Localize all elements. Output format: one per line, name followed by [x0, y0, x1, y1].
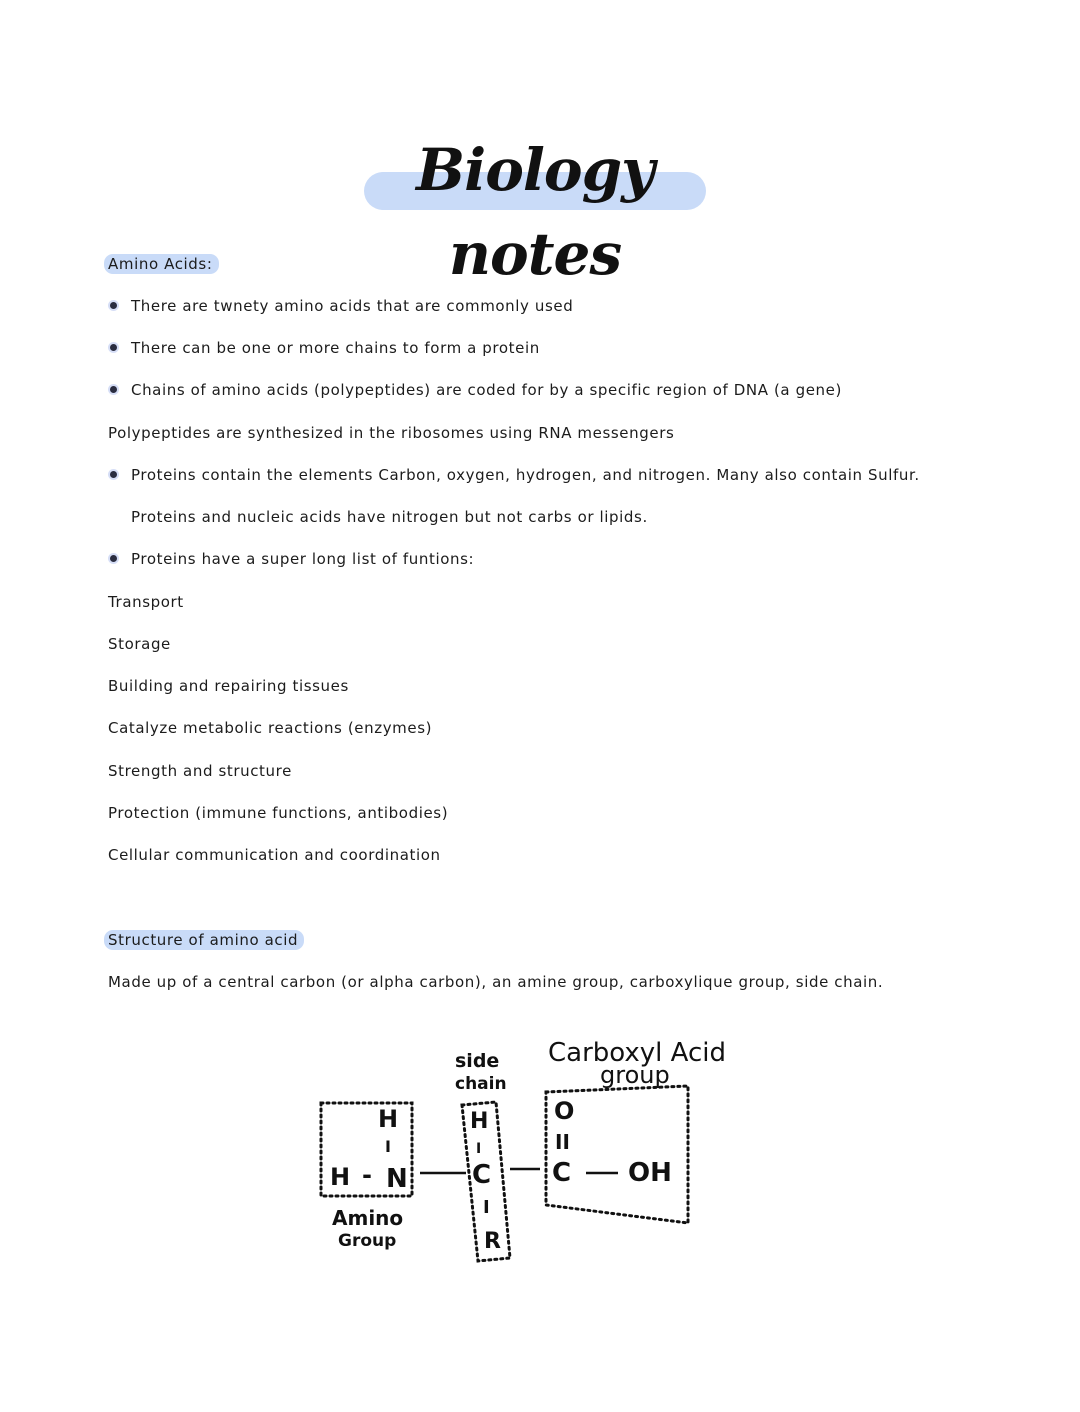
heading-highlight: Structure of amino acid: [104, 930, 304, 950]
bullet-icon: [110, 471, 117, 478]
carboxyl-O: O: [554, 1097, 575, 1125]
alpha-bond-bottom: I: [483, 1197, 490, 1218]
carboxyl-C: C: [552, 1158, 572, 1188]
bullet-icon: [110, 344, 117, 351]
carboxyl-label-line2: group: [600, 1061, 670, 1089]
bullet-item: [108, 465, 920, 485]
alpha-bond-top: I: [476, 1141, 482, 1157]
page-title: Biology notes: [416, 136, 654, 288]
function-item: Transport: [108, 593, 184, 611]
function-item: Building and repairing tissues: [108, 677, 349, 695]
function-item: Strength and structure: [108, 762, 292, 780]
amino-H-left: H: [330, 1163, 351, 1191]
side-chain-label-line2: chain: [455, 1074, 507, 1094]
amino-acid-structure-diagram: [310, 1015, 730, 1270]
section-heading-structure: [108, 930, 304, 950]
bullet-text: Proteins have a super long list of funtions:: [131, 550, 475, 568]
bullet-item: [108, 380, 842, 400]
function-item: Cellular communication and coordination: [108, 846, 441, 864]
side-chain-label-line1: side: [455, 1050, 500, 1072]
function-item: Storage: [108, 635, 171, 653]
structure-description: Made up of a central carbon (or alpha carbon), an amine group, carboxylique group, side chain.: [108, 973, 884, 991]
bullet-icon: [110, 555, 117, 562]
bullet-item: [108, 549, 474, 569]
note-text: Polypeptides are synthesized in the ribosomes using RNA messengers: [108, 424, 675, 442]
carboxyl-OH: OH: [628, 1158, 672, 1188]
bullet-icon: [110, 302, 117, 309]
amino-label-line2: Group: [338, 1231, 397, 1251]
heading-highlight: Amino Acids:: [104, 254, 219, 274]
bullet-icon: [110, 386, 117, 393]
page-title-block: [362, 128, 708, 288]
section-heading-amino-acids: [108, 254, 219, 274]
function-item: Catalyze metabolic reactions (enzymes): [108, 719, 433, 737]
amino-label-line1: Amino: [332, 1206, 404, 1230]
amino-N: N: [386, 1164, 408, 1194]
amino-H-top: H: [378, 1105, 399, 1133]
bullet-text: Proteins contain the elements Carbon, oxygen, hydrogen, and nitrogen. Many also contain Sulfur.: [131, 466, 920, 484]
bullet-item: [108, 296, 573, 316]
carboxyl-label-line1: Carboxyl Acid: [548, 1038, 727, 1068]
function-item: Protection (immune functions, antibodies): [108, 804, 449, 822]
alpha-R: R: [484, 1229, 501, 1254]
bullet-item: [108, 338, 540, 358]
bullet-text: There can be one or more chains to form a protein: [131, 339, 540, 357]
amino-bond-horizontal: -: [362, 1161, 372, 1189]
bullet-text: Chains of amino acids (polypeptides) are coded for by a specific region of DNA (a gene): [131, 381, 842, 399]
amino-bond-vertical: I: [385, 1137, 391, 1156]
bullet-text: There are twnety amino acids that are commonly used: [131, 297, 574, 315]
bullet-subtext: Proteins and nucleic acids have nitrogen but not carbs or lipids.: [131, 508, 648, 526]
carboxyl-double-bond: II: [555, 1130, 570, 1154]
alpha-C: C: [472, 1160, 492, 1190]
alpha-H: H: [470, 1109, 489, 1134]
